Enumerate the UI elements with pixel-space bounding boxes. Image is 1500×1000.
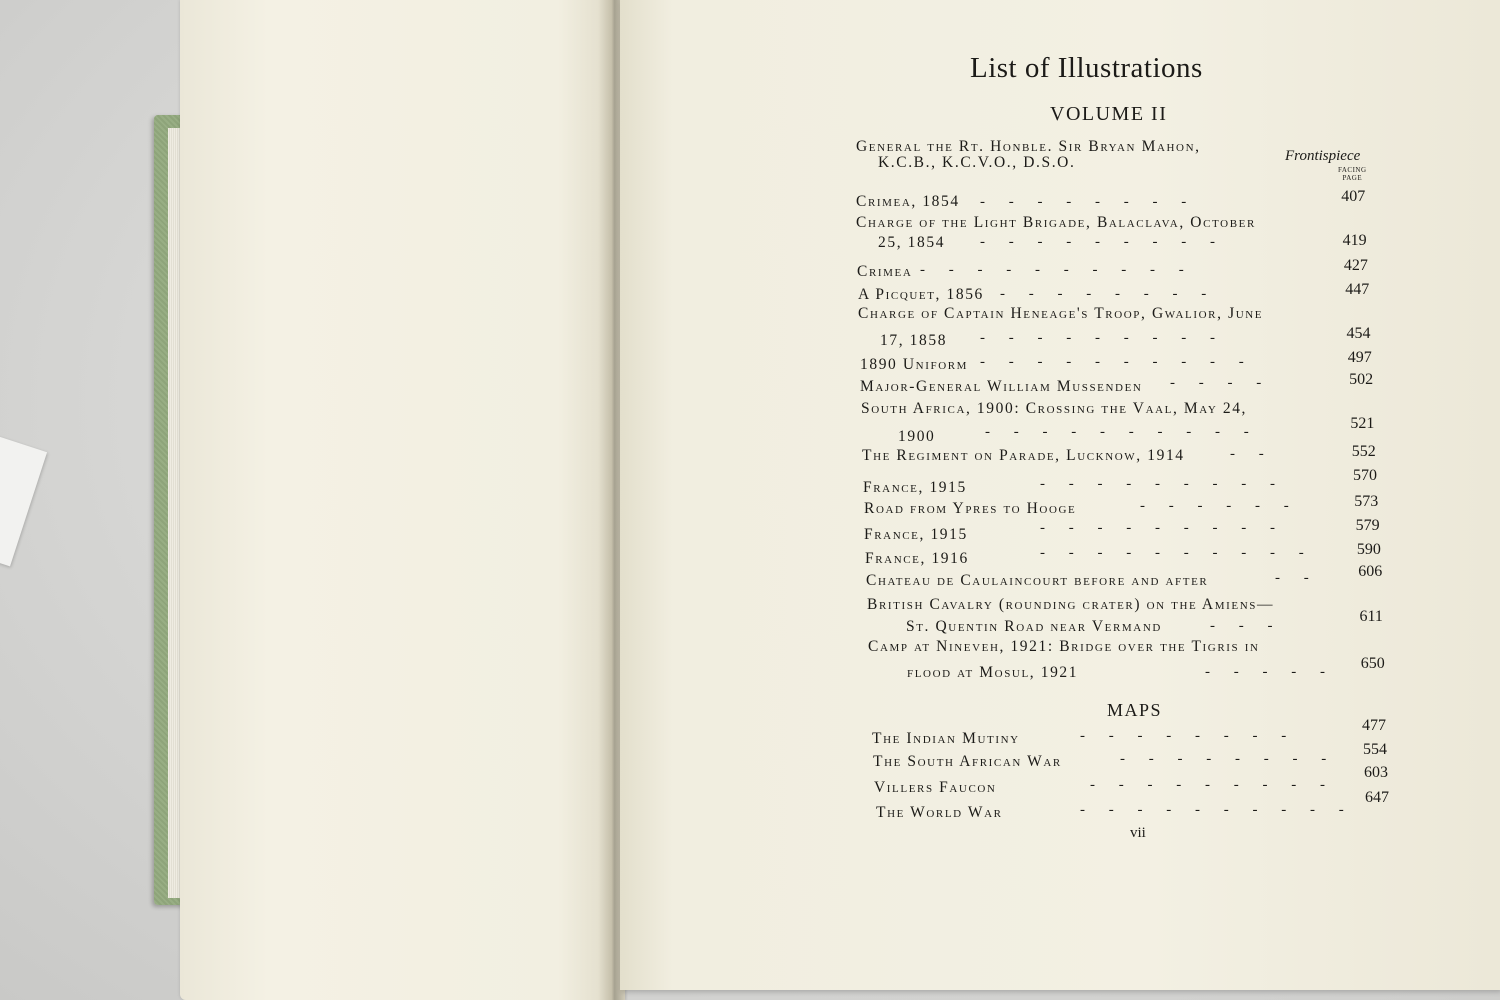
leader-dashes: - - - - - - - - - - bbox=[920, 262, 1194, 278]
page-title: List of Illustrations bbox=[970, 52, 1203, 84]
illustration-title: France, 1915 bbox=[864, 526, 968, 543]
map-title: The Indian Mutiny bbox=[872, 730, 1020, 747]
illustration-title: Camp at Nineveh, 1921: Bridge over the Tigris in bbox=[868, 638, 1260, 655]
illustration-page-number: 570 bbox=[1353, 467, 1377, 484]
illustration-title: British Cavalry (rounding crater) on the Amiens— bbox=[867, 596, 1275, 613]
map-page-number: 554 bbox=[1363, 741, 1387, 758]
map-page-number: 647 bbox=[1365, 789, 1389, 806]
illustration-page-number: 552 bbox=[1351, 443, 1376, 460]
illustration-title: France, 1915 bbox=[863, 479, 967, 496]
map-page-number: 603 bbox=[1364, 764, 1388, 781]
left-page-blank bbox=[180, 0, 625, 1000]
leader-dashes: - - - - - - - - - bbox=[980, 234, 1225, 250]
leader-dashes: - - - - - - - - - - bbox=[1080, 802, 1354, 818]
illustration-title-continued: 17, 1858 bbox=[880, 332, 948, 349]
leader-dashes: - - bbox=[1275, 570, 1319, 586]
illustration-title: Crimea, 1854 bbox=[856, 193, 960, 210]
illustration-title: A Picquet, 1856 bbox=[858, 286, 984, 303]
illustration-title-continued: flood at Mosul, 1921 bbox=[907, 664, 1079, 681]
illustration-page-number: 606 bbox=[1358, 563, 1383, 580]
facing-line-1: FACING bbox=[1338, 166, 1367, 174]
illustration-title-continued: 1900 bbox=[898, 428, 936, 445]
leader-dashes: - - - - - - - - - - bbox=[1040, 545, 1314, 561]
leader-dashes: - - - - - - - - bbox=[1000, 286, 1217, 302]
illustration-page-number: 573 bbox=[1354, 493, 1379, 510]
illustration-title: Crimea bbox=[857, 263, 913, 280]
leader-dashes: - - - - - - - - - - bbox=[985, 424, 1259, 440]
facing-page-label bbox=[1338, 166, 1367, 182]
illustration-title: 1890 Uniform bbox=[860, 356, 969, 373]
open-book bbox=[150, 0, 1500, 1000]
map-title: Villers Faucon bbox=[874, 779, 997, 796]
illustration-page-number: 650 bbox=[1360, 655, 1385, 672]
leader-dashes: - - - - - - bbox=[1140, 498, 1299, 514]
illustration-page-number: 590 bbox=[1356, 541, 1381, 558]
illustration-page-number: 419 bbox=[1342, 232, 1367, 249]
illustration-title-continued: 25, 1854 bbox=[878, 234, 946, 251]
map-title: The South African War bbox=[873, 753, 1062, 770]
leader-dashes: - - bbox=[1230, 446, 1274, 462]
illustration-page-number: 454 bbox=[1346, 325, 1371, 342]
illustration-title: Charge of Captain Heneage's Troop, Gwalior, June bbox=[858, 305, 1264, 322]
illustration-title: Chateau de Caulaincourt before and after bbox=[866, 572, 1209, 589]
page-number: vii bbox=[1130, 825, 1146, 841]
illustration-page-number: 427 bbox=[1343, 257, 1368, 274]
illustration-page-number: 611 bbox=[1359, 608, 1383, 625]
illustration-title: Major-General William Mussenden bbox=[860, 378, 1143, 395]
illustration-page-number: 579 bbox=[1355, 517, 1380, 534]
illustration-title: General the Rt. Honble. Sir Bryan Mahon, bbox=[856, 138, 1201, 155]
leader-dashes: - - - - - - - - bbox=[1120, 751, 1337, 767]
illustration-title: South Africa, 1900: Crossing the Vaal, May 24, bbox=[861, 400, 1248, 417]
maps-heading: MAPS bbox=[1107, 700, 1163, 720]
leader-dashes: - - - - - - - - - bbox=[1040, 520, 1285, 536]
illustration-page-number: 521 bbox=[1350, 415, 1375, 432]
leader-dashes: - - - - - - - - bbox=[1080, 728, 1297, 744]
illustration-title-continued: K.C.B., K.C.V.O., D.S.O. bbox=[878, 154, 1076, 171]
illustration-page-number: 447 bbox=[1345, 281, 1370, 298]
illustration-title: France, 1916 bbox=[865, 550, 969, 567]
illustration-page-number: 502 bbox=[1349, 371, 1374, 388]
illustration-title: Road from Ypres to Hooge bbox=[864, 500, 1077, 517]
leader-dashes: - - - - - - - - - - bbox=[980, 354, 1254, 370]
frontispiece-label: Frontispiece bbox=[1285, 148, 1361, 164]
illustration-page-number: 407 bbox=[1341, 188, 1366, 205]
leader-dashes: - - - - - - - - - bbox=[980, 330, 1225, 346]
facing-line-2: PAGE bbox=[1342, 174, 1363, 182]
leader-dashes: - - - - - - - - - bbox=[1040, 476, 1285, 492]
leader-dashes: - - - - - bbox=[1205, 664, 1335, 680]
leader-dashes: - - - - bbox=[1170, 375, 1272, 391]
illustration-page-number: 497 bbox=[1347, 349, 1372, 366]
right-page bbox=[620, 0, 1500, 990]
illustration-title-continued: St. Quentin Road near Vermand bbox=[906, 618, 1162, 635]
leader-dashes: - - - - - - - - - bbox=[1090, 777, 1335, 793]
volume-heading: VOLUME II bbox=[1050, 103, 1168, 125]
map-page-number: 477 bbox=[1362, 717, 1386, 734]
illustration-title: Charge of the Light Brigade, Balaclava, October bbox=[856, 214, 1256, 231]
map-title: The World War bbox=[876, 804, 1003, 821]
leader-dashes: - - - - - - - - bbox=[980, 194, 1197, 210]
leader-dashes: - - - bbox=[1210, 618, 1283, 634]
illustration-title: The Regiment on Parade, Lucknow, 1914 bbox=[862, 447, 1185, 464]
